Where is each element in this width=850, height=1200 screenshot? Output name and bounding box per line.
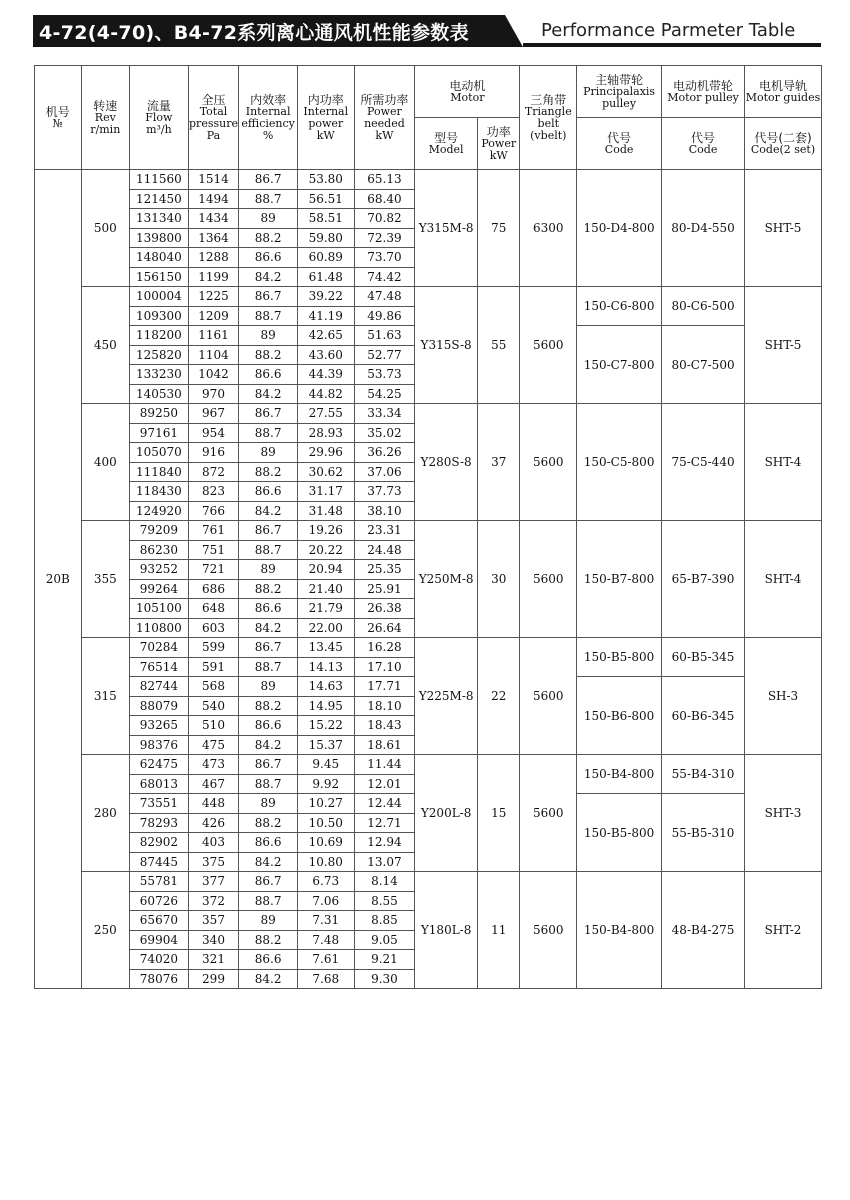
power-needed-cell: 11.44 [354, 755, 415, 775]
belt-cell: 5600 [520, 872, 577, 989]
title-banner [33, 15, 821, 47]
belt-cell: 5600 [520, 755, 577, 872]
header-flow: 流量 Flow m³/h [130, 66, 189, 170]
efficiency-cell: 84.2 [239, 384, 298, 404]
pressure-cell: 1288 [188, 248, 239, 268]
power-needed-cell: 12.01 [354, 774, 415, 794]
flow-cell: 148040 [130, 248, 189, 268]
motor-pulley-cell: 55-B4-310 [662, 755, 745, 794]
efficiency-cell: 86.7 [239, 755, 298, 775]
motor-model-cell: Y280S-8 [415, 404, 478, 521]
pressure-cell: 1434 [188, 209, 239, 229]
internal-power-cell: 53.80 [297, 170, 354, 190]
motor-pulley-cell: 60-B5-345 [662, 638, 745, 677]
pressure-cell: 510 [188, 716, 239, 736]
motor-power-cell: 55 [477, 287, 520, 404]
internal-power-cell: 10.50 [297, 813, 354, 833]
efficiency-cell: 86.6 [239, 950, 298, 970]
power-needed-cell: 53.73 [354, 365, 415, 385]
internal-power-cell: 29.96 [297, 443, 354, 463]
motor-pulley-cell: 80-C6-500 [662, 287, 745, 326]
flow-cell: 139800 [130, 228, 189, 248]
flow-cell: 111840 [130, 462, 189, 482]
power-needed-cell: 36.26 [354, 443, 415, 463]
power-needed-cell: 18.10 [354, 696, 415, 716]
motor-pulley-cell: 80-C7-500 [662, 326, 745, 404]
pressure-cell: 1042 [188, 365, 239, 385]
flow-cell: 88079 [130, 696, 189, 716]
internal-power-cell: 39.22 [297, 287, 354, 307]
pressure-cell: 872 [188, 462, 239, 482]
power-needed-cell: 12.94 [354, 833, 415, 853]
title-underline [523, 43, 821, 47]
pressure-cell: 372 [188, 891, 239, 911]
header-motor-model: 型号 Model [415, 118, 478, 170]
pressure-cell: 448 [188, 794, 239, 814]
internal-power-cell: 10.27 [297, 794, 354, 814]
power-needed-cell: 18.61 [354, 735, 415, 755]
table-row [35, 287, 822, 307]
efficiency-cell: 84.2 [239, 267, 298, 287]
efficiency-cell: 89 [239, 209, 298, 229]
performance-table [34, 65, 822, 989]
header-pressure: 全压 Total pressure Pa [188, 66, 239, 170]
power-needed-cell: 49.86 [354, 306, 415, 326]
flow-cell: 93265 [130, 716, 189, 736]
internal-power-cell: 42.65 [297, 326, 354, 346]
flow-cell: 110800 [130, 618, 189, 638]
flow-cell: 105070 [130, 443, 189, 463]
pressure-cell: 426 [188, 813, 239, 833]
motor-power-cell: 11 [477, 872, 520, 989]
pressure-cell: 540 [188, 696, 239, 716]
pressure-cell: 340 [188, 930, 239, 950]
pressure-cell: 648 [188, 599, 239, 619]
internal-power-cell: 31.17 [297, 482, 354, 502]
pressure-cell: 377 [188, 872, 239, 892]
efficiency-cell: 86.6 [239, 365, 298, 385]
motor-model-cell: Y315M-8 [415, 170, 478, 287]
flow-cell: 156150 [130, 267, 189, 287]
pressure-cell: 299 [188, 969, 239, 989]
power-needed-cell: 73.70 [354, 248, 415, 268]
motor-pulley-cell: 80-D4-550 [662, 170, 745, 287]
flow-cell: 118200 [130, 326, 189, 346]
table-row [35, 521, 822, 541]
rev-cell: 355 [81, 521, 130, 638]
efficiency-cell: 88.2 [239, 696, 298, 716]
pressure-cell: 599 [188, 638, 239, 658]
pressure-cell: 591 [188, 657, 239, 677]
flow-cell: 140530 [130, 384, 189, 404]
power-needed-cell: 35.02 [354, 423, 415, 443]
flow-cell: 82744 [130, 677, 189, 697]
efficiency-cell: 89 [239, 911, 298, 931]
flow-cell: 86230 [130, 540, 189, 560]
belt-cell: 5600 [520, 287, 577, 404]
efficiency-cell: 86.7 [239, 521, 298, 541]
internal-power-cell: 14.13 [297, 657, 354, 677]
belt-cell: 5600 [520, 404, 577, 521]
power-needed-cell: 24.48 [354, 540, 415, 560]
flow-cell: 89250 [130, 404, 189, 424]
rev-cell: 315 [81, 638, 130, 755]
header-motor-pulley: 电动机带轮 Motor pulley [662, 66, 745, 118]
pressure-cell: 721 [188, 560, 239, 580]
flow-cell: 78293 [130, 813, 189, 833]
rev-cell: 500 [81, 170, 130, 287]
efficiency-cell: 89 [239, 443, 298, 463]
efficiency-cell: 88.2 [239, 930, 298, 950]
rev-cell: 250 [81, 872, 130, 989]
flow-cell: 93252 [130, 560, 189, 580]
pressure-cell: 603 [188, 618, 239, 638]
power-needed-cell: 8.85 [354, 911, 415, 931]
internal-power-cell: 41.19 [297, 306, 354, 326]
power-needed-cell: 74.42 [354, 267, 415, 287]
internal-power-cell: 43.60 [297, 345, 354, 365]
flow-cell: 125820 [130, 345, 189, 365]
power-needed-cell: 9.05 [354, 930, 415, 950]
flow-cell: 99264 [130, 579, 189, 599]
internal-power-cell: 58.51 [297, 209, 354, 229]
power-needed-cell: 8.14 [354, 872, 415, 892]
power-needed-cell: 37.73 [354, 482, 415, 502]
flow-cell: 78076 [130, 969, 189, 989]
internal-power-cell: 10.69 [297, 833, 354, 853]
pressure-cell: 751 [188, 540, 239, 560]
internal-power-cell: 21.40 [297, 579, 354, 599]
power-needed-cell: 54.25 [354, 384, 415, 404]
header-efficiency: 内效率 Internal efficiency % [239, 66, 298, 170]
pressure-cell: 1364 [188, 228, 239, 248]
motor-power-cell: 37 [477, 404, 520, 521]
internal-power-cell: 9.92 [297, 774, 354, 794]
principal-pulley-cell: 150-B6-800 [577, 677, 662, 755]
efficiency-cell: 88.7 [239, 306, 298, 326]
power-needed-cell: 13.07 [354, 852, 415, 872]
efficiency-cell: 86.7 [239, 287, 298, 307]
motor-guides-cell: SHT-5 [745, 170, 822, 287]
belt-cell: 5600 [520, 638, 577, 755]
motor-pulley-cell: 65-B7-390 [662, 521, 745, 638]
internal-power-cell: 7.68 [297, 969, 354, 989]
internal-power-cell: 10.80 [297, 852, 354, 872]
efficiency-cell: 88.7 [239, 891, 298, 911]
efficiency-cell: 86.6 [239, 248, 298, 268]
flow-cell: 100004 [130, 287, 189, 307]
pressure-cell: 1209 [188, 306, 239, 326]
table-row [35, 872, 822, 892]
header-machine-no: 机号 № [35, 66, 82, 170]
flow-cell: 73551 [130, 794, 189, 814]
motor-power-cell: 15 [477, 755, 520, 872]
efficiency-cell: 89 [239, 677, 298, 697]
flow-cell: 69904 [130, 930, 189, 950]
pressure-cell: 766 [188, 501, 239, 521]
internal-power-cell: 7.48 [297, 930, 354, 950]
pressure-cell: 1494 [188, 189, 239, 209]
pressure-cell: 1161 [188, 326, 239, 346]
flow-cell: 74020 [130, 950, 189, 970]
power-needed-cell: 16.28 [354, 638, 415, 658]
principal-pulley-cell: 150-D4-800 [577, 170, 662, 287]
efficiency-cell: 84.2 [239, 969, 298, 989]
power-needed-cell: 12.44 [354, 794, 415, 814]
internal-power-cell: 21.79 [297, 599, 354, 619]
internal-power-cell: 61.48 [297, 267, 354, 287]
header-principal-pulley: 主轴带轮 Principalaxis pulley [577, 66, 662, 118]
pressure-cell: 954 [188, 423, 239, 443]
internal-power-cell: 59.80 [297, 228, 354, 248]
efficiency-cell: 88.7 [239, 423, 298, 443]
flow-cell: 111560 [130, 170, 189, 190]
rev-cell: 400 [81, 404, 130, 521]
pressure-cell: 916 [188, 443, 239, 463]
flow-cell: 98376 [130, 735, 189, 755]
efficiency-cell: 88.7 [239, 774, 298, 794]
principal-pulley-cell: 150-B4-800 [577, 755, 662, 794]
header-motor-pulley-code: 代号 Code [662, 118, 745, 170]
efficiency-cell: 84.2 [239, 735, 298, 755]
power-needed-cell: 17.10 [354, 657, 415, 677]
power-needed-cell: 26.64 [354, 618, 415, 638]
header-motor-guides: 电机导轨 Motor guides [745, 66, 822, 118]
flow-cell: 97161 [130, 423, 189, 443]
pressure-cell: 321 [188, 950, 239, 970]
motor-pulley-cell: 75-C5-440 [662, 404, 745, 521]
power-needed-cell: 18.43 [354, 716, 415, 736]
header-motor-power: 功率 Power kW [477, 118, 520, 170]
internal-power-cell: 44.39 [297, 365, 354, 385]
table-row [35, 755, 822, 775]
motor-pulley-cell: 48-B4-275 [662, 872, 745, 989]
principal-pulley-cell: 150-B5-800 [577, 794, 662, 872]
internal-power-cell: 9.45 [297, 755, 354, 775]
internal-power-cell: 14.63 [297, 677, 354, 697]
efficiency-cell: 88.2 [239, 579, 298, 599]
efficiency-cell: 88.2 [239, 813, 298, 833]
efficiency-cell: 88.7 [239, 540, 298, 560]
power-needed-cell: 38.10 [354, 501, 415, 521]
flow-cell: 76514 [130, 657, 189, 677]
efficiency-cell: 88.2 [239, 345, 298, 365]
power-needed-cell: 68.40 [354, 189, 415, 209]
flow-cell: 65670 [130, 911, 189, 931]
motor-guides-cell: SHT-4 [745, 521, 822, 638]
internal-power-cell: 14.95 [297, 696, 354, 716]
machine-no-cell: 20B [35, 170, 82, 989]
rev-cell: 280 [81, 755, 130, 872]
header-belt: 三角带 Triangle belt (vbelt) [520, 66, 577, 170]
motor-model-cell: Y225M-8 [415, 638, 478, 755]
efficiency-cell: 86.7 [239, 872, 298, 892]
internal-power-cell: 6.73 [297, 872, 354, 892]
internal-power-cell: 19.26 [297, 521, 354, 541]
motor-guides-cell: SHT-5 [745, 287, 822, 404]
motor-power-cell: 22 [477, 638, 520, 755]
pressure-cell: 967 [188, 404, 239, 424]
principal-pulley-cell: 150-C5-800 [577, 404, 662, 521]
power-needed-cell: 65.13 [354, 170, 415, 190]
power-needed-cell: 37.06 [354, 462, 415, 482]
flow-cell: 55781 [130, 872, 189, 892]
motor-pulley-cell: 60-B6-345 [662, 677, 745, 755]
internal-power-cell: 7.31 [297, 911, 354, 931]
table-body [35, 170, 822, 989]
header-motor-guides-code: 代号(二套) Code(2 set) [745, 118, 822, 170]
flow-cell: 68013 [130, 774, 189, 794]
power-needed-cell: 9.30 [354, 969, 415, 989]
efficiency-cell: 86.6 [239, 482, 298, 502]
power-needed-cell: 72.39 [354, 228, 415, 248]
internal-power-cell: 20.22 [297, 540, 354, 560]
efficiency-cell: 86.6 [239, 599, 298, 619]
principal-pulley-cell: 150-C6-800 [577, 287, 662, 326]
internal-power-cell: 7.06 [297, 891, 354, 911]
internal-power-cell: 7.61 [297, 950, 354, 970]
header-rev: 转速 Rev r/min [81, 66, 130, 170]
efficiency-cell: 89 [239, 326, 298, 346]
pressure-cell: 473 [188, 755, 239, 775]
internal-power-cell: 44.82 [297, 384, 354, 404]
belt-cell: 5600 [520, 521, 577, 638]
efficiency-cell: 86.7 [239, 170, 298, 190]
flow-cell: 109300 [130, 306, 189, 326]
efficiency-cell: 89 [239, 794, 298, 814]
power-needed-cell: 52.77 [354, 345, 415, 365]
header-motor: 电动机 Motor [415, 66, 520, 118]
flow-cell: 79209 [130, 521, 189, 541]
efficiency-cell: 88.2 [239, 228, 298, 248]
flow-cell: 60726 [130, 891, 189, 911]
efficiency-cell: 88.2 [239, 462, 298, 482]
flow-cell: 105100 [130, 599, 189, 619]
pressure-cell: 970 [188, 384, 239, 404]
efficiency-cell: 86.6 [239, 833, 298, 853]
principal-pulley-cell: 150-B5-800 [577, 638, 662, 677]
motor-model-cell: Y200L-8 [415, 755, 478, 872]
principal-pulley-cell: 150-B7-800 [577, 521, 662, 638]
internal-power-cell: 13.45 [297, 638, 354, 658]
header-internal-power: 内功率 Internal power kW [297, 66, 354, 170]
flow-cell: 131340 [130, 209, 189, 229]
efficiency-cell: 86.7 [239, 638, 298, 658]
efficiency-cell: 86.7 [239, 404, 298, 424]
power-needed-cell: 12.71 [354, 813, 415, 833]
flow-cell: 82902 [130, 833, 189, 853]
pressure-cell: 568 [188, 677, 239, 697]
motor-model-cell: Y250M-8 [415, 521, 478, 638]
efficiency-cell: 89 [239, 560, 298, 580]
table-row [35, 170, 822, 190]
header-power-needed: 所需功率 Power needed kW [354, 66, 415, 170]
power-needed-cell: 25.35 [354, 560, 415, 580]
pressure-cell: 467 [188, 774, 239, 794]
internal-power-cell: 60.89 [297, 248, 354, 268]
power-needed-cell: 25.91 [354, 579, 415, 599]
pressure-cell: 761 [188, 521, 239, 541]
pressure-cell: 475 [188, 735, 239, 755]
flow-cell: 62475 [130, 755, 189, 775]
internal-power-cell: 15.22 [297, 716, 354, 736]
principal-pulley-cell: 150-B4-800 [577, 872, 662, 989]
power-needed-cell: 9.21 [354, 950, 415, 970]
power-needed-cell: 70.82 [354, 209, 415, 229]
flow-cell: 121450 [130, 189, 189, 209]
page-title: 4-72(4-70)、B4-72系列离心通风机性能参数表 [39, 22, 469, 44]
motor-guides-cell: SHT-4 [745, 404, 822, 521]
pressure-cell: 375 [188, 852, 239, 872]
efficiency-cell: 84.2 [239, 501, 298, 521]
pressure-cell: 823 [188, 482, 239, 502]
power-needed-cell: 8.55 [354, 891, 415, 911]
pressure-cell: 1199 [188, 267, 239, 287]
motor-guides-cell: SHT-3 [745, 755, 822, 872]
pressure-cell: 1514 [188, 170, 239, 190]
power-needed-cell: 17.71 [354, 677, 415, 697]
internal-power-cell: 15.37 [297, 735, 354, 755]
internal-power-cell: 31.48 [297, 501, 354, 521]
efficiency-cell: 86.6 [239, 716, 298, 736]
internal-power-cell: 27.55 [297, 404, 354, 424]
internal-power-cell: 30.62 [297, 462, 354, 482]
motor-pulley-cell: 55-B5-310 [662, 794, 745, 872]
rev-cell: 450 [81, 287, 130, 404]
power-needed-cell: 26.38 [354, 599, 415, 619]
internal-power-cell: 56.51 [297, 189, 354, 209]
power-needed-cell: 47.48 [354, 287, 415, 307]
efficiency-cell: 88.7 [239, 189, 298, 209]
motor-model-cell: Y180L-8 [415, 872, 478, 989]
motor-power-cell: 30 [477, 521, 520, 638]
internal-power-cell: 22.00 [297, 618, 354, 638]
flow-cell: 118430 [130, 482, 189, 502]
pressure-cell: 403 [188, 833, 239, 853]
page-title-english: Performance Parmeter Table [541, 20, 796, 41]
motor-guides-cell: SH-3 [745, 638, 822, 755]
flow-cell: 124920 [130, 501, 189, 521]
flow-cell: 87445 [130, 852, 189, 872]
table-row [35, 404, 822, 424]
flow-cell: 70284 [130, 638, 189, 658]
power-needed-cell: 51.63 [354, 326, 415, 346]
pressure-cell: 686 [188, 579, 239, 599]
efficiency-cell: 84.2 [239, 618, 298, 638]
table-row [35, 638, 822, 658]
motor-model-cell: Y315S-8 [415, 287, 478, 404]
internal-power-cell: 28.93 [297, 423, 354, 443]
power-needed-cell: 23.31 [354, 521, 415, 541]
internal-power-cell: 20.94 [297, 560, 354, 580]
efficiency-cell: 84.2 [239, 852, 298, 872]
header-principal-pulley-code: 代号 Code [577, 118, 662, 170]
principal-pulley-cell: 150-C7-800 [577, 326, 662, 404]
flow-cell: 133230 [130, 365, 189, 385]
motor-power-cell: 75 [477, 170, 520, 287]
efficiency-cell: 88.7 [239, 657, 298, 677]
pressure-cell: 1225 [188, 287, 239, 307]
motor-guides-cell: SHT-2 [745, 872, 822, 989]
power-needed-cell: 33.34 [354, 404, 415, 424]
pressure-cell: 357 [188, 911, 239, 931]
belt-cell: 6300 [520, 170, 577, 287]
pressure-cell: 1104 [188, 345, 239, 365]
